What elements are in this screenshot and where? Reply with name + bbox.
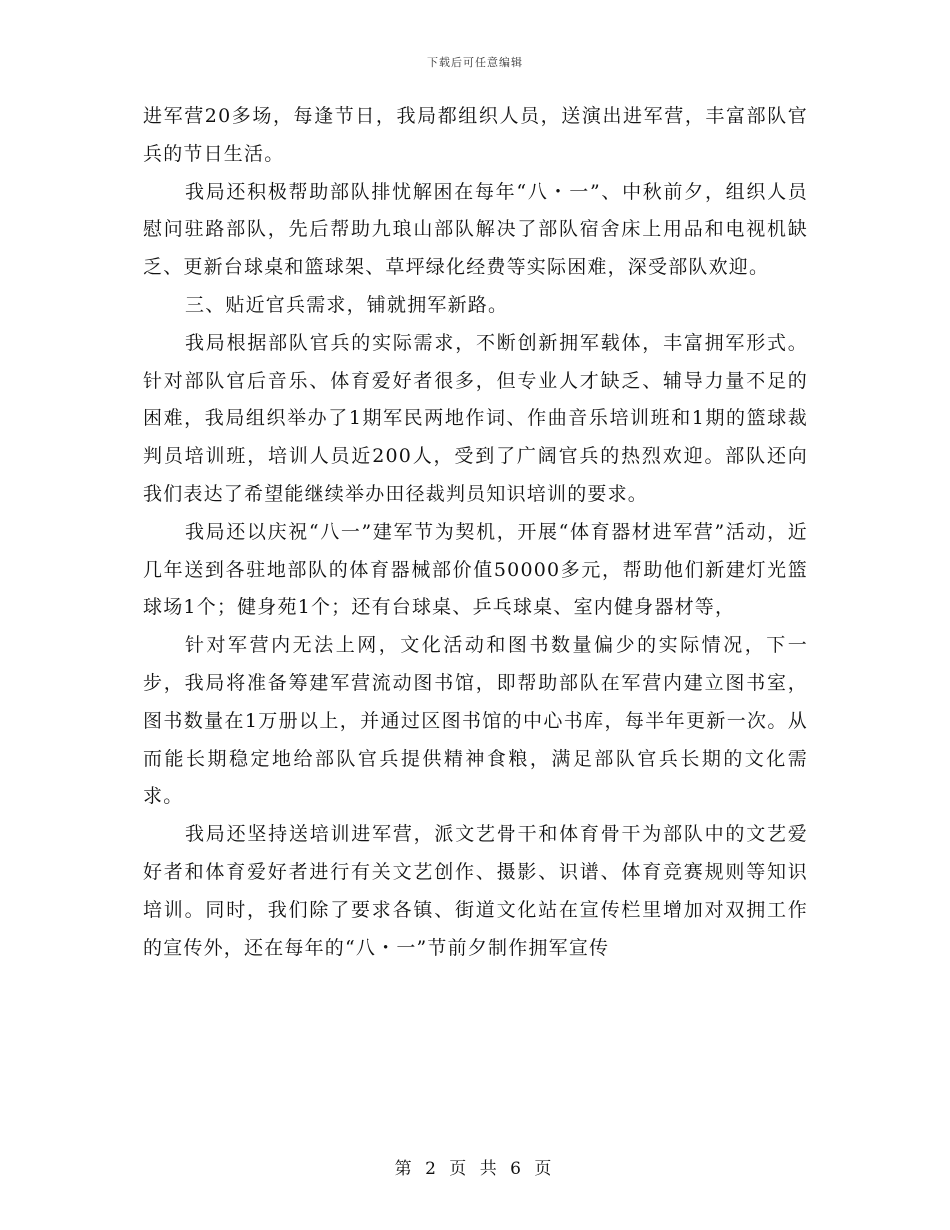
section-heading-3: 三、贴近官兵需求，铺就拥军新路。 <box>185 293 509 316</box>
paragraph-7: 我局还坚持送培训进军营，派文艺骨干和体育骨干为部队中的文艺爱好者和体育爱好者进行有关文艺创作、摄影、识谱、体育竞赛规则等知识培训。同时，我们除了要求各镇、街道文化站在宣传栏里增加对双拥工作的宣传外，还在每年的“八・一”节前夕制作拥军宣传 <box>143 823 808 959</box>
paragraph-2: 我局还积极帮助部队排忧解困在每年“八・一”、中秋前夕，组织人员慰问驻路部队，先后帮助九琅山部队解决了部队宿舍床上用品和电视机缺乏、更新台球桌和篮球架、草坪绿化经费等实际困难，深受部队欢迎。 <box>143 180 808 279</box>
document-body <box>143 98 808 967</box>
paragraph-5: 我局还以庆祝“八一”建军节为契机，开展“体育器材进军营”活动，近几年送到各驻地部队的体育器械部价值50000多元，帮助他们新建灯光篮球场1个；健身苑1个；还有台球桌、乒乓球桌、室内健身器材等， <box>143 520 808 619</box>
paragraph-6: 针对军营内无法上网，文化活动和图书数量偏少的实际情况，下一步，我局将准备筹建军营流动图书馆，即帮助部队在军营内建立图书室，图书数量在1万册以上，并通过区图书馆的中心书库，每半年更新一次。从而能长期稳定地给部队官兵提供精神食粮，满足部队官兵长期的文化需求。 <box>143 634 808 808</box>
header-note: 下载后可任意编辑 <box>427 56 523 69</box>
page-number: 第 2 页 共 6 页 <box>394 1159 556 1179</box>
paragraph-4: 我局根据部队官兵的实际需求，不断创新拥军载体，丰富拥军形式。针对部队官后音乐、体育爱好者很多，但专业人才缺乏、辅导力量不足的困难，我局组织举办了1期军民两地作词、作曲音乐培训班和1期的篮球裁判员培训班，培训人员近200人，受到了广阔官兵的热烈欢迎。部队还向我们表达了希望能继续举办田径裁判员知识培训的要求。 <box>143 331 808 505</box>
paragraph-1: 进军营20多场，每逢节日，我局都组织人员，送演出进军营，丰富部队官兵的节日生活。 <box>143 105 808 165</box>
